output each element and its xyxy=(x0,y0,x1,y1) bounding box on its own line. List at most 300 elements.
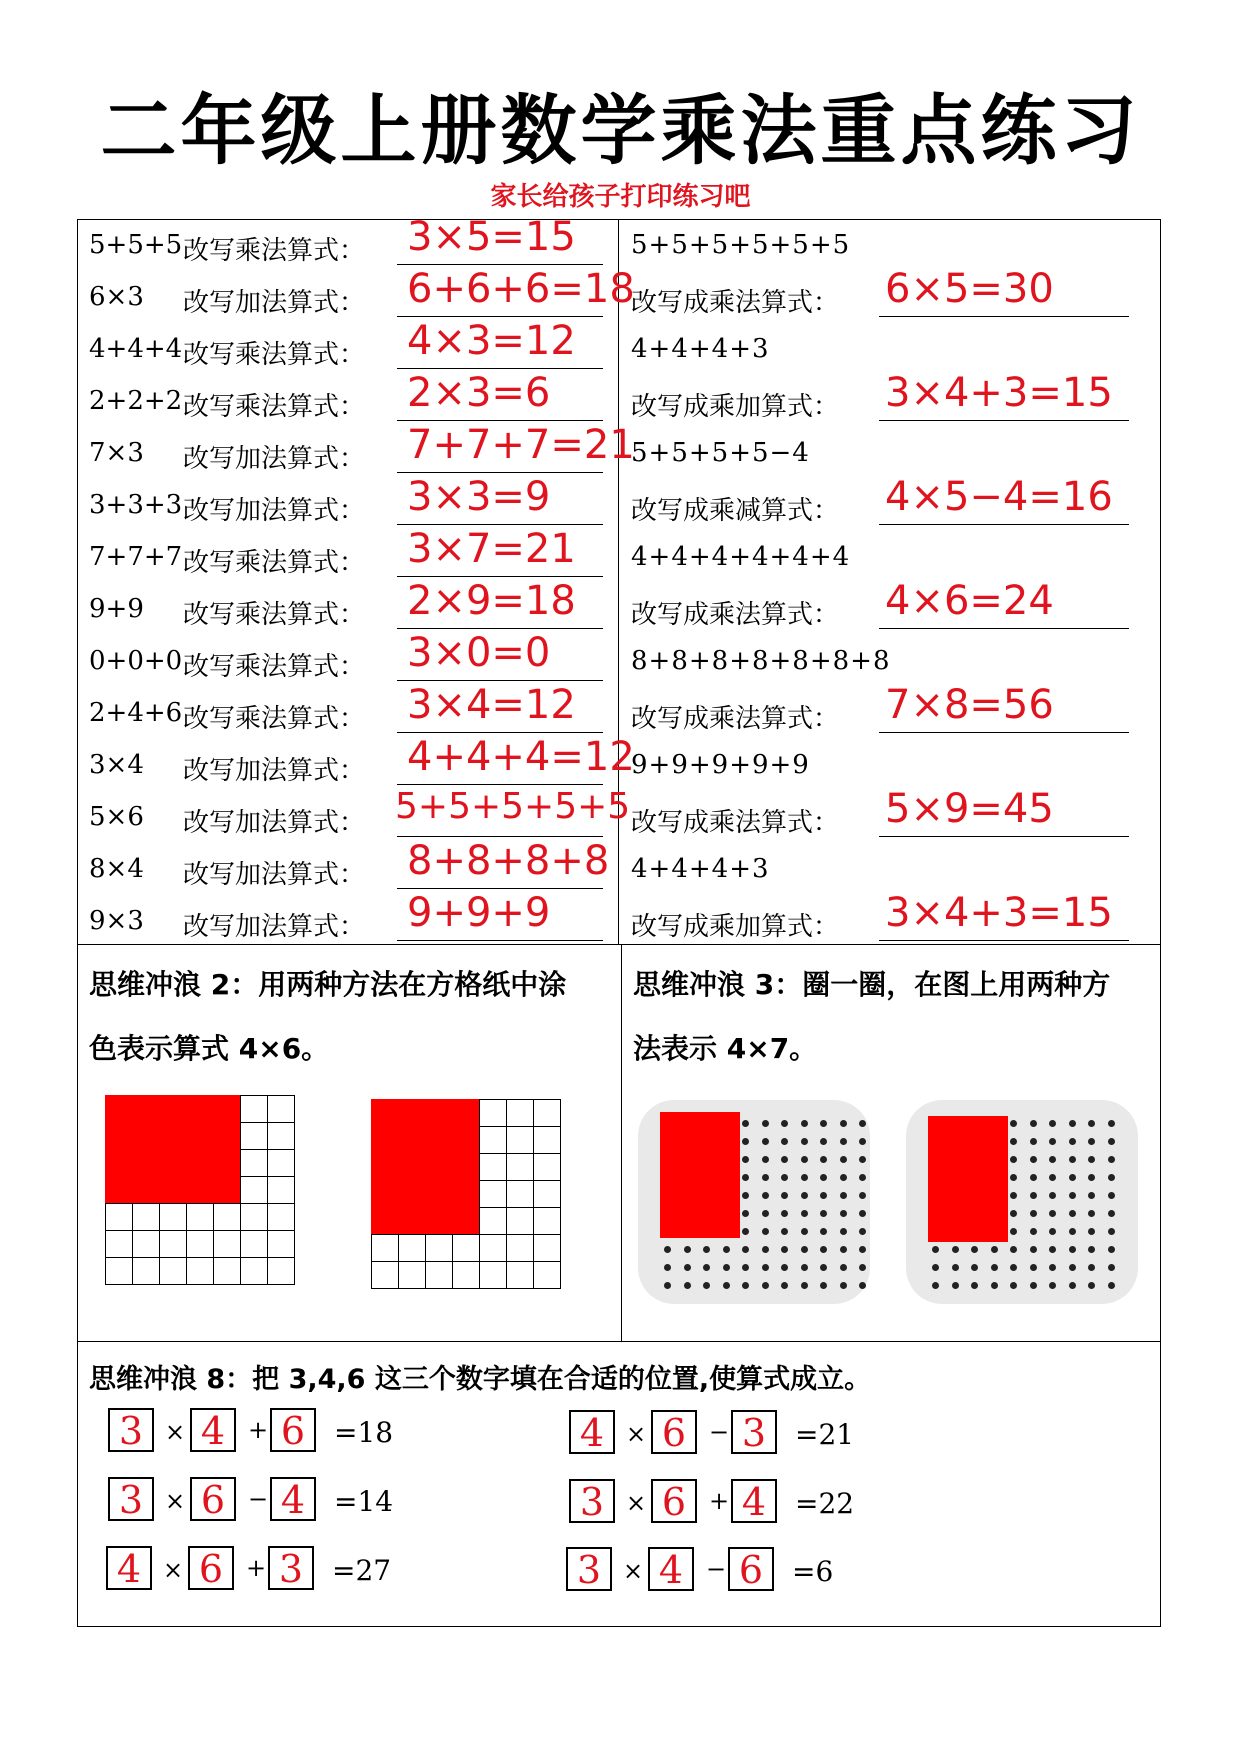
exercise-answer: 8+8+8+8 xyxy=(407,838,610,884)
right-exercise-answer-row xyxy=(631,266,1151,320)
right-exercise-row xyxy=(631,224,1151,268)
dot xyxy=(1049,1174,1056,1181)
answer-underline xyxy=(397,628,603,629)
grid-cell xyxy=(132,1203,160,1231)
grid-cell xyxy=(105,1257,133,1285)
left-exercise-row xyxy=(89,214,609,268)
right-exercise-answer-row xyxy=(631,786,1151,840)
divider-mid-vertical xyxy=(621,944,622,1342)
dot xyxy=(1010,1246,1017,1253)
grid-cell-shaded xyxy=(132,1122,160,1150)
dot xyxy=(801,1246,808,1253)
exercise-prompt: 改写加法算式： xyxy=(183,912,366,942)
grid-cell xyxy=(213,1230,241,1258)
dot xyxy=(1108,1210,1115,1217)
dot xyxy=(932,1246,939,1253)
right-exercise-row xyxy=(631,536,1151,580)
answer-underline xyxy=(397,680,603,681)
grid-cell xyxy=(479,1261,507,1289)
dot xyxy=(1088,1246,1095,1253)
dot xyxy=(1088,1174,1095,1181)
answer-underline xyxy=(397,784,603,785)
dot xyxy=(1030,1192,1037,1199)
exercise-prompt: 改写乘法算式： xyxy=(183,340,366,370)
exercise-answer: 4×5−4=16 xyxy=(885,474,1113,520)
operator: × xyxy=(165,1487,186,1515)
dot xyxy=(801,1192,808,1199)
dot xyxy=(859,1174,866,1181)
right-exercise-answer-row xyxy=(631,474,1151,528)
dot xyxy=(859,1264,866,1271)
exercise-expression: 8+8+8+8+8+8+8 xyxy=(631,646,891,676)
grid-cell xyxy=(371,1261,399,1289)
dot xyxy=(1108,1174,1115,1181)
answer-box: 4 xyxy=(731,1479,777,1523)
grid-cell-shaded xyxy=(398,1153,426,1181)
grid-cell-shaded xyxy=(159,1095,187,1123)
dot xyxy=(801,1156,808,1163)
grid-cell xyxy=(159,1203,187,1231)
grid-cell-shaded xyxy=(425,1207,453,1235)
answer-box: 4 xyxy=(106,1546,152,1590)
dot xyxy=(1049,1264,1056,1271)
grid-cell-shaded xyxy=(132,1095,160,1123)
dot xyxy=(781,1138,788,1145)
dot xyxy=(1069,1120,1076,1127)
answer-underline xyxy=(397,576,603,577)
exercise-expression: 9+9 xyxy=(89,594,144,624)
dot xyxy=(762,1246,769,1253)
right-exercise-answer-row xyxy=(631,370,1151,424)
answer-box: 4 xyxy=(569,1410,615,1454)
left-exercise-row xyxy=(89,734,635,788)
exercise-expression: 8×4 xyxy=(89,854,144,884)
dot xyxy=(1030,1246,1037,1253)
grid-cell xyxy=(105,1203,133,1231)
dot xyxy=(820,1138,827,1145)
dot xyxy=(781,1246,788,1253)
dot xyxy=(742,1174,749,1181)
exercise-answer: 3×4+3=15 xyxy=(885,890,1113,936)
operator: + xyxy=(709,1487,730,1515)
dot-panel-b xyxy=(906,1100,1138,1304)
answer-underline xyxy=(397,940,603,941)
dot xyxy=(840,1156,847,1163)
dot xyxy=(820,1192,827,1199)
exercise-expression: 6×3 xyxy=(89,282,144,312)
exercise-answer: 3×0=0 xyxy=(407,630,551,676)
dot xyxy=(1049,1246,1056,1253)
answer-underline xyxy=(879,836,1129,837)
exercise-expression: 2+4+6 xyxy=(89,698,183,728)
answer-box: 4 xyxy=(270,1477,316,1521)
dot xyxy=(952,1282,959,1289)
equation-result: =22 xyxy=(795,1487,855,1520)
grid-cell-shaded xyxy=(452,1099,480,1127)
answer-box: 3 xyxy=(731,1410,777,1454)
exercise-prompt: 改写乘法算式： xyxy=(183,704,366,734)
answer-underline xyxy=(879,524,1129,525)
grid-cell xyxy=(506,1126,534,1154)
dot xyxy=(762,1210,769,1217)
grid-cell xyxy=(506,1153,534,1181)
divider-top-vertical xyxy=(618,219,619,945)
answer-box: 6 xyxy=(651,1479,697,1523)
dot xyxy=(781,1264,788,1271)
left-exercise-row xyxy=(89,630,609,684)
dot xyxy=(1030,1210,1037,1217)
exercise-expression: 0+0+0 xyxy=(89,646,183,676)
grid-cell-shaded xyxy=(452,1126,480,1154)
dot xyxy=(742,1246,749,1253)
dot xyxy=(801,1228,808,1235)
dot xyxy=(840,1282,847,1289)
dot xyxy=(820,1210,827,1217)
left-exercise-row xyxy=(89,422,635,476)
grid-cell xyxy=(240,1149,268,1177)
grid-cell xyxy=(506,1261,534,1289)
grid-cell-shaded xyxy=(371,1207,399,1235)
grid-cell xyxy=(533,1207,561,1235)
answer-box: 4 xyxy=(648,1547,694,1591)
dot xyxy=(742,1120,749,1127)
exercise-prompt: 改写加法算式： xyxy=(183,860,366,890)
dot xyxy=(1069,1264,1076,1271)
divider-top-horizontal xyxy=(77,944,1161,945)
dot xyxy=(1030,1138,1037,1145)
exercise-answer: 5+5+5+5+5 xyxy=(395,786,631,827)
answer-underline xyxy=(397,888,603,889)
grid-cell-shaded xyxy=(159,1176,187,1204)
dot xyxy=(1010,1174,1017,1181)
dot xyxy=(840,1120,847,1127)
dot xyxy=(1108,1246,1115,1253)
dot xyxy=(723,1246,730,1253)
grid-cell xyxy=(105,1230,133,1258)
exercise-expression: 7×3 xyxy=(89,438,144,468)
exercise-expression: 4+4+4+3 xyxy=(631,334,770,364)
exercise-expression: 9×3 xyxy=(89,906,144,936)
left-exercise-row xyxy=(89,526,609,580)
grid-cell xyxy=(159,1257,187,1285)
dot xyxy=(840,1246,847,1253)
exercise-prompt: 改写成乘法算式： xyxy=(631,600,840,630)
dot xyxy=(859,1156,866,1163)
grid-cell xyxy=(533,1180,561,1208)
dot xyxy=(781,1210,788,1217)
exercise-answer: 9+9+9 xyxy=(407,890,551,936)
right-exercise-answer-row xyxy=(631,890,1151,944)
grid-cell xyxy=(425,1261,453,1289)
answer-box: 6 xyxy=(188,1546,234,1590)
dot xyxy=(859,1138,866,1145)
grid-cell xyxy=(506,1099,534,1127)
grid-cell-shaded xyxy=(213,1149,241,1177)
dot xyxy=(1030,1174,1037,1181)
dot xyxy=(1108,1264,1115,1271)
dot xyxy=(840,1138,847,1145)
exercise-prompt: 改写成乘法算式： xyxy=(631,704,840,734)
dot xyxy=(1010,1192,1017,1199)
grid-cell xyxy=(479,1207,507,1235)
dot xyxy=(1088,1228,1095,1235)
right-exercise-row xyxy=(631,432,1151,476)
grid-cell-shaded xyxy=(425,1126,453,1154)
dot xyxy=(991,1264,998,1271)
answer-underline xyxy=(879,420,1129,421)
dot xyxy=(801,1138,808,1145)
dot xyxy=(1088,1282,1095,1289)
answer-box: 6 xyxy=(728,1547,774,1591)
grid-cell xyxy=(267,1095,295,1123)
dot xyxy=(1030,1228,1037,1235)
exercise-answer: 2×9=18 xyxy=(407,578,576,624)
section8-title: 思维冲浪 8：把 3,4,6 这三个数字填在合适的位置,使算式成立。 xyxy=(89,1364,872,1395)
dot xyxy=(932,1282,939,1289)
dot xyxy=(1108,1192,1115,1199)
operator: + xyxy=(246,1554,267,1582)
exercise-answer: 4+4+4=12 xyxy=(407,734,635,780)
grid-cell xyxy=(479,1126,507,1154)
dot xyxy=(742,1264,749,1271)
dot xyxy=(781,1156,788,1163)
section3-title-line2: 法表示 4×7。 xyxy=(633,1032,818,1065)
answer-box: 4 xyxy=(190,1408,236,1452)
grid-cell xyxy=(506,1180,534,1208)
answer-underline xyxy=(397,524,603,525)
dot xyxy=(820,1174,827,1181)
right-exercise-answer-row xyxy=(631,682,1151,736)
dot xyxy=(840,1210,847,1217)
dot xyxy=(801,1120,808,1127)
grid-cell-shaded xyxy=(105,1095,133,1123)
grid-cell xyxy=(533,1234,561,1262)
dot xyxy=(742,1192,749,1199)
answer-box: 3 xyxy=(566,1547,612,1591)
dot xyxy=(762,1156,769,1163)
grid-cell xyxy=(186,1203,214,1231)
exercise-expression: 5+5+5+5−4 xyxy=(631,438,810,468)
grid-cell xyxy=(425,1234,453,1262)
dot xyxy=(859,1210,866,1217)
right-exercise-row xyxy=(631,328,1151,372)
dot xyxy=(801,1174,808,1181)
grid-cell xyxy=(240,1176,268,1204)
dot xyxy=(1088,1138,1095,1145)
grid-cell-shaded xyxy=(159,1122,187,1150)
exercise-prompt: 改写加法算式： xyxy=(183,756,366,786)
dot xyxy=(801,1210,808,1217)
exercise-expression: 4+4+4+4+4+4 xyxy=(631,542,851,572)
equation-row xyxy=(106,1546,446,1594)
dot xyxy=(1088,1120,1095,1127)
grid-cell xyxy=(240,1122,268,1150)
dot xyxy=(1030,1156,1037,1163)
exercise-prompt: 改写乘法算式： xyxy=(183,236,366,266)
answer-box: 3 xyxy=(569,1479,615,1523)
dot xyxy=(684,1246,691,1253)
dot xyxy=(1069,1138,1076,1145)
grid-cell-shaded xyxy=(452,1153,480,1181)
grid-cell-shaded xyxy=(186,1176,214,1204)
dot xyxy=(971,1282,978,1289)
operator: − xyxy=(248,1485,269,1513)
divider-mid-horizontal xyxy=(77,1341,1161,1342)
dot xyxy=(840,1228,847,1235)
grid-cell xyxy=(240,1095,268,1123)
dot xyxy=(762,1120,769,1127)
exercise-expression: 5+5+5+5+5+5 xyxy=(631,230,851,260)
right-exercise-row xyxy=(631,744,1151,788)
exercise-expression: 7+7+7 xyxy=(89,542,183,572)
dot xyxy=(781,1192,788,1199)
grid-cell xyxy=(132,1230,160,1258)
dot xyxy=(742,1282,749,1289)
grid-cell-shaded xyxy=(132,1149,160,1177)
dot xyxy=(1049,1138,1056,1145)
grid-cell-shaded xyxy=(186,1095,214,1123)
dot xyxy=(1030,1120,1037,1127)
exercise-answer: 2×3=6 xyxy=(407,370,551,416)
dot xyxy=(971,1264,978,1271)
dot xyxy=(820,1282,827,1289)
exercise-prompt: 改写乘法算式： xyxy=(183,600,366,630)
operator: × xyxy=(165,1418,186,1446)
right-exercise-answer-row xyxy=(631,578,1151,632)
exercise-prompt: 改写成乘法算式： xyxy=(631,808,840,838)
equation-row xyxy=(108,1477,448,1525)
grid-cell-shaded xyxy=(213,1176,241,1204)
dot xyxy=(762,1174,769,1181)
dot xyxy=(703,1264,710,1271)
exercise-answer: 3×4+3=15 xyxy=(885,370,1113,416)
grid-cell xyxy=(479,1180,507,1208)
dot-panel-a xyxy=(638,1100,870,1304)
exercise-prompt: 改写加法算式： xyxy=(183,496,366,526)
left-exercise-row xyxy=(89,682,609,736)
equation-result: =14 xyxy=(334,1485,394,1518)
grid-cell xyxy=(533,1261,561,1289)
exercise-prompt: 改写成乘减算式： xyxy=(631,496,840,526)
dot xyxy=(664,1246,671,1253)
exercise-prompt: 改写加法算式： xyxy=(183,808,366,838)
dot xyxy=(1069,1282,1076,1289)
grid-cell-shaded xyxy=(186,1122,214,1150)
grid-cell-shaded xyxy=(398,1099,426,1127)
exercise-answer: 3×3=9 xyxy=(407,474,551,520)
dot xyxy=(859,1246,866,1253)
exercise-prompt: 改写乘法算式： xyxy=(183,548,366,578)
dot xyxy=(820,1246,827,1253)
dot xyxy=(801,1282,808,1289)
dot xyxy=(952,1246,959,1253)
grid-paper-a xyxy=(105,1095,295,1285)
dot xyxy=(820,1156,827,1163)
dot xyxy=(1088,1264,1095,1271)
answer-underline xyxy=(397,472,603,473)
operator: × xyxy=(626,1420,647,1448)
dot xyxy=(1108,1156,1115,1163)
dot xyxy=(859,1120,866,1127)
dot xyxy=(1069,1246,1076,1253)
exercise-answer: 4×3=12 xyxy=(407,318,576,364)
answer-box: 6 xyxy=(270,1408,316,1452)
dot xyxy=(723,1264,730,1271)
dot xyxy=(820,1264,827,1271)
dot xyxy=(1108,1120,1115,1127)
equation-row xyxy=(566,1547,906,1595)
grid-cell-shaded xyxy=(105,1176,133,1204)
exercise-prompt: 改写成乘加算式： xyxy=(631,912,840,942)
dot xyxy=(781,1228,788,1235)
dot xyxy=(1069,1174,1076,1181)
dot xyxy=(1088,1192,1095,1199)
dot xyxy=(1069,1192,1076,1199)
operator: × xyxy=(626,1489,647,1517)
grid-cell-shaded xyxy=(132,1176,160,1204)
operator: − xyxy=(706,1555,727,1583)
dot xyxy=(742,1138,749,1145)
grid-cell xyxy=(533,1099,561,1127)
exercise-expression: 4+4+4 xyxy=(89,334,183,364)
exercise-expression: 3+3+3 xyxy=(89,490,183,520)
exercise-expression: 3×4 xyxy=(89,750,144,780)
grid-cell xyxy=(159,1230,187,1258)
page-subtitle: 家长给孩子打印练习吧 xyxy=(490,182,751,212)
left-exercise-row xyxy=(89,318,609,372)
dot xyxy=(762,1264,769,1271)
grid-cell xyxy=(267,1257,295,1285)
answer-underline xyxy=(397,368,603,369)
dot xyxy=(801,1264,808,1271)
grid-cell xyxy=(267,1122,295,1150)
equation-result: =27 xyxy=(332,1554,392,1587)
dot xyxy=(1010,1138,1017,1145)
grid-cell xyxy=(452,1234,480,1262)
dot xyxy=(1069,1228,1076,1235)
dot xyxy=(742,1210,749,1217)
section3-title-line1: 思维冲浪 3：圈一圈，在图上用两种方 xyxy=(633,968,1111,1001)
dot xyxy=(1049,1120,1056,1127)
grid-cell-shaded xyxy=(452,1207,480,1235)
dot xyxy=(1010,1228,1017,1235)
left-exercise-row xyxy=(89,578,609,632)
operator: × xyxy=(163,1556,184,1584)
left-exercise-row xyxy=(89,890,609,944)
dot xyxy=(742,1156,749,1163)
left-exercise-row xyxy=(89,786,631,840)
grid-cell xyxy=(267,1230,295,1258)
section2-title-line1: 思维冲浪 2：用两种方法在方格纸中涂 xyxy=(89,968,567,1001)
exercise-prompt: 改写加法算式： xyxy=(183,288,366,318)
grid-cell xyxy=(479,1153,507,1181)
grid-cell xyxy=(186,1230,214,1258)
exercise-answer: 7×8=56 xyxy=(885,682,1054,728)
dot xyxy=(1010,1282,1017,1289)
exercise-prompt: 改写成乘法算式： xyxy=(631,288,840,318)
exercise-expression: 4+4+4+3 xyxy=(631,854,770,884)
dot xyxy=(1088,1156,1095,1163)
left-exercise-row xyxy=(89,266,635,320)
answer-underline xyxy=(397,420,603,421)
exercise-prompt: 改写乘法算式： xyxy=(183,652,366,682)
grid-cell xyxy=(213,1203,241,1231)
dot xyxy=(991,1246,998,1253)
dot xyxy=(820,1120,827,1127)
dot xyxy=(859,1282,866,1289)
right-exercise-row xyxy=(631,848,1151,892)
dot xyxy=(781,1120,788,1127)
